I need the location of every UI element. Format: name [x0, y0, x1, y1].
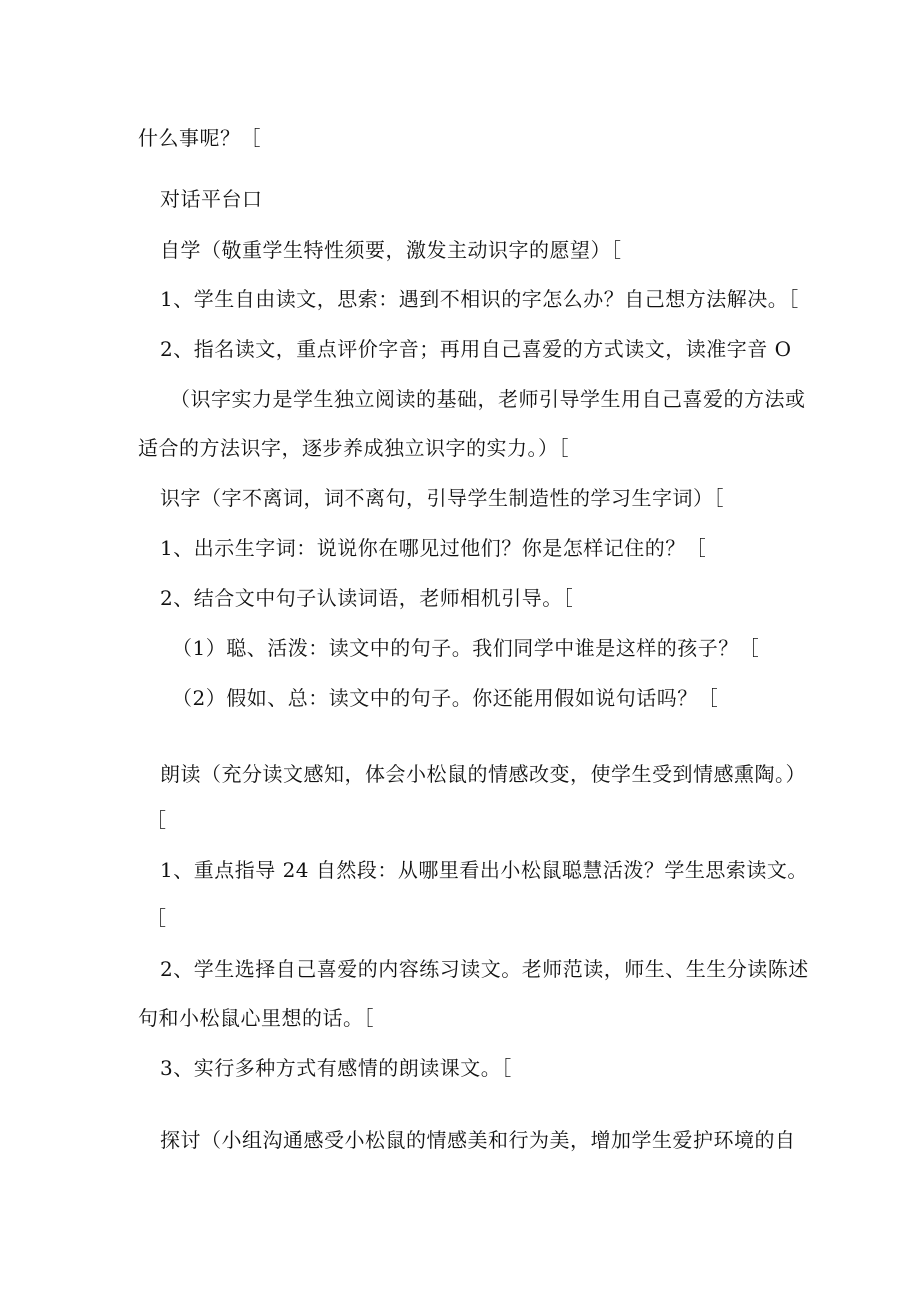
text-line: 2、结合文中句子认读词语，老师相机引导。［: [160, 586, 574, 610]
text-line: ［: [146, 906, 167, 930]
text-line: （识字实力是学生独立阅读的基础，老师引导学生用自己喜爱的方法或: [170, 387, 806, 411]
text-line: （2）假如、总：读文中的句子。你还能用假如说句话吗？［: [172, 686, 719, 710]
text-line: 什么事呢？［: [138, 126, 261, 150]
text-line: 探讨（小组沟通感受小松鼠的情感美和行为美，增加学生爱护环境的自: [160, 1128, 796, 1152]
text-line: 自学（敬重学生特性须要，激发主动识字的愿望）［: [160, 238, 622, 262]
text-line: 3、实行多种方式有感情的朗读课文。［: [160, 1056, 512, 1080]
text-line: 1、学生自由读文，思索：遇到不相识的字怎么办？自己想方法解决。［: [160, 287, 799, 311]
text-line: （1）聪、活泼：读文中的句子。我们同学中谁是这样的孩子？［: [172, 636, 760, 660]
text-line: 1、重点指导 24 自然段：从哪里看出小松鼠聪慧活泼？学生思索读文。: [160, 858, 808, 882]
text-line: ［: [146, 808, 167, 832]
text-line: 适合的方法识字，逐步养成独立识字的实力。）［: [138, 436, 569, 460]
text-line: 句和小松鼠心里想的话。［: [138, 1006, 374, 1030]
text-line: 对话平台口: [160, 187, 263, 211]
text-line: 2、学生选择自己喜爱的内容练习读文。老师范读，师生、生生分读陈述: [160, 957, 809, 981]
text-line: 识字（字不离词，词不离句，引导学生制造性的学习生字词）［: [160, 486, 724, 510]
text-line: 2、指名读文，重点评价字音；再用自己喜爱的方式读文，读准字音 O: [160, 337, 792, 361]
text-line: 1、出示生字词：说说你在哪见过他们？你是怎样记住的？［: [160, 536, 707, 560]
text-line: 朗读（充分读文感知，体会小松鼠的情感改变，使学生受到情感熏陶。）: [160, 762, 806, 786]
